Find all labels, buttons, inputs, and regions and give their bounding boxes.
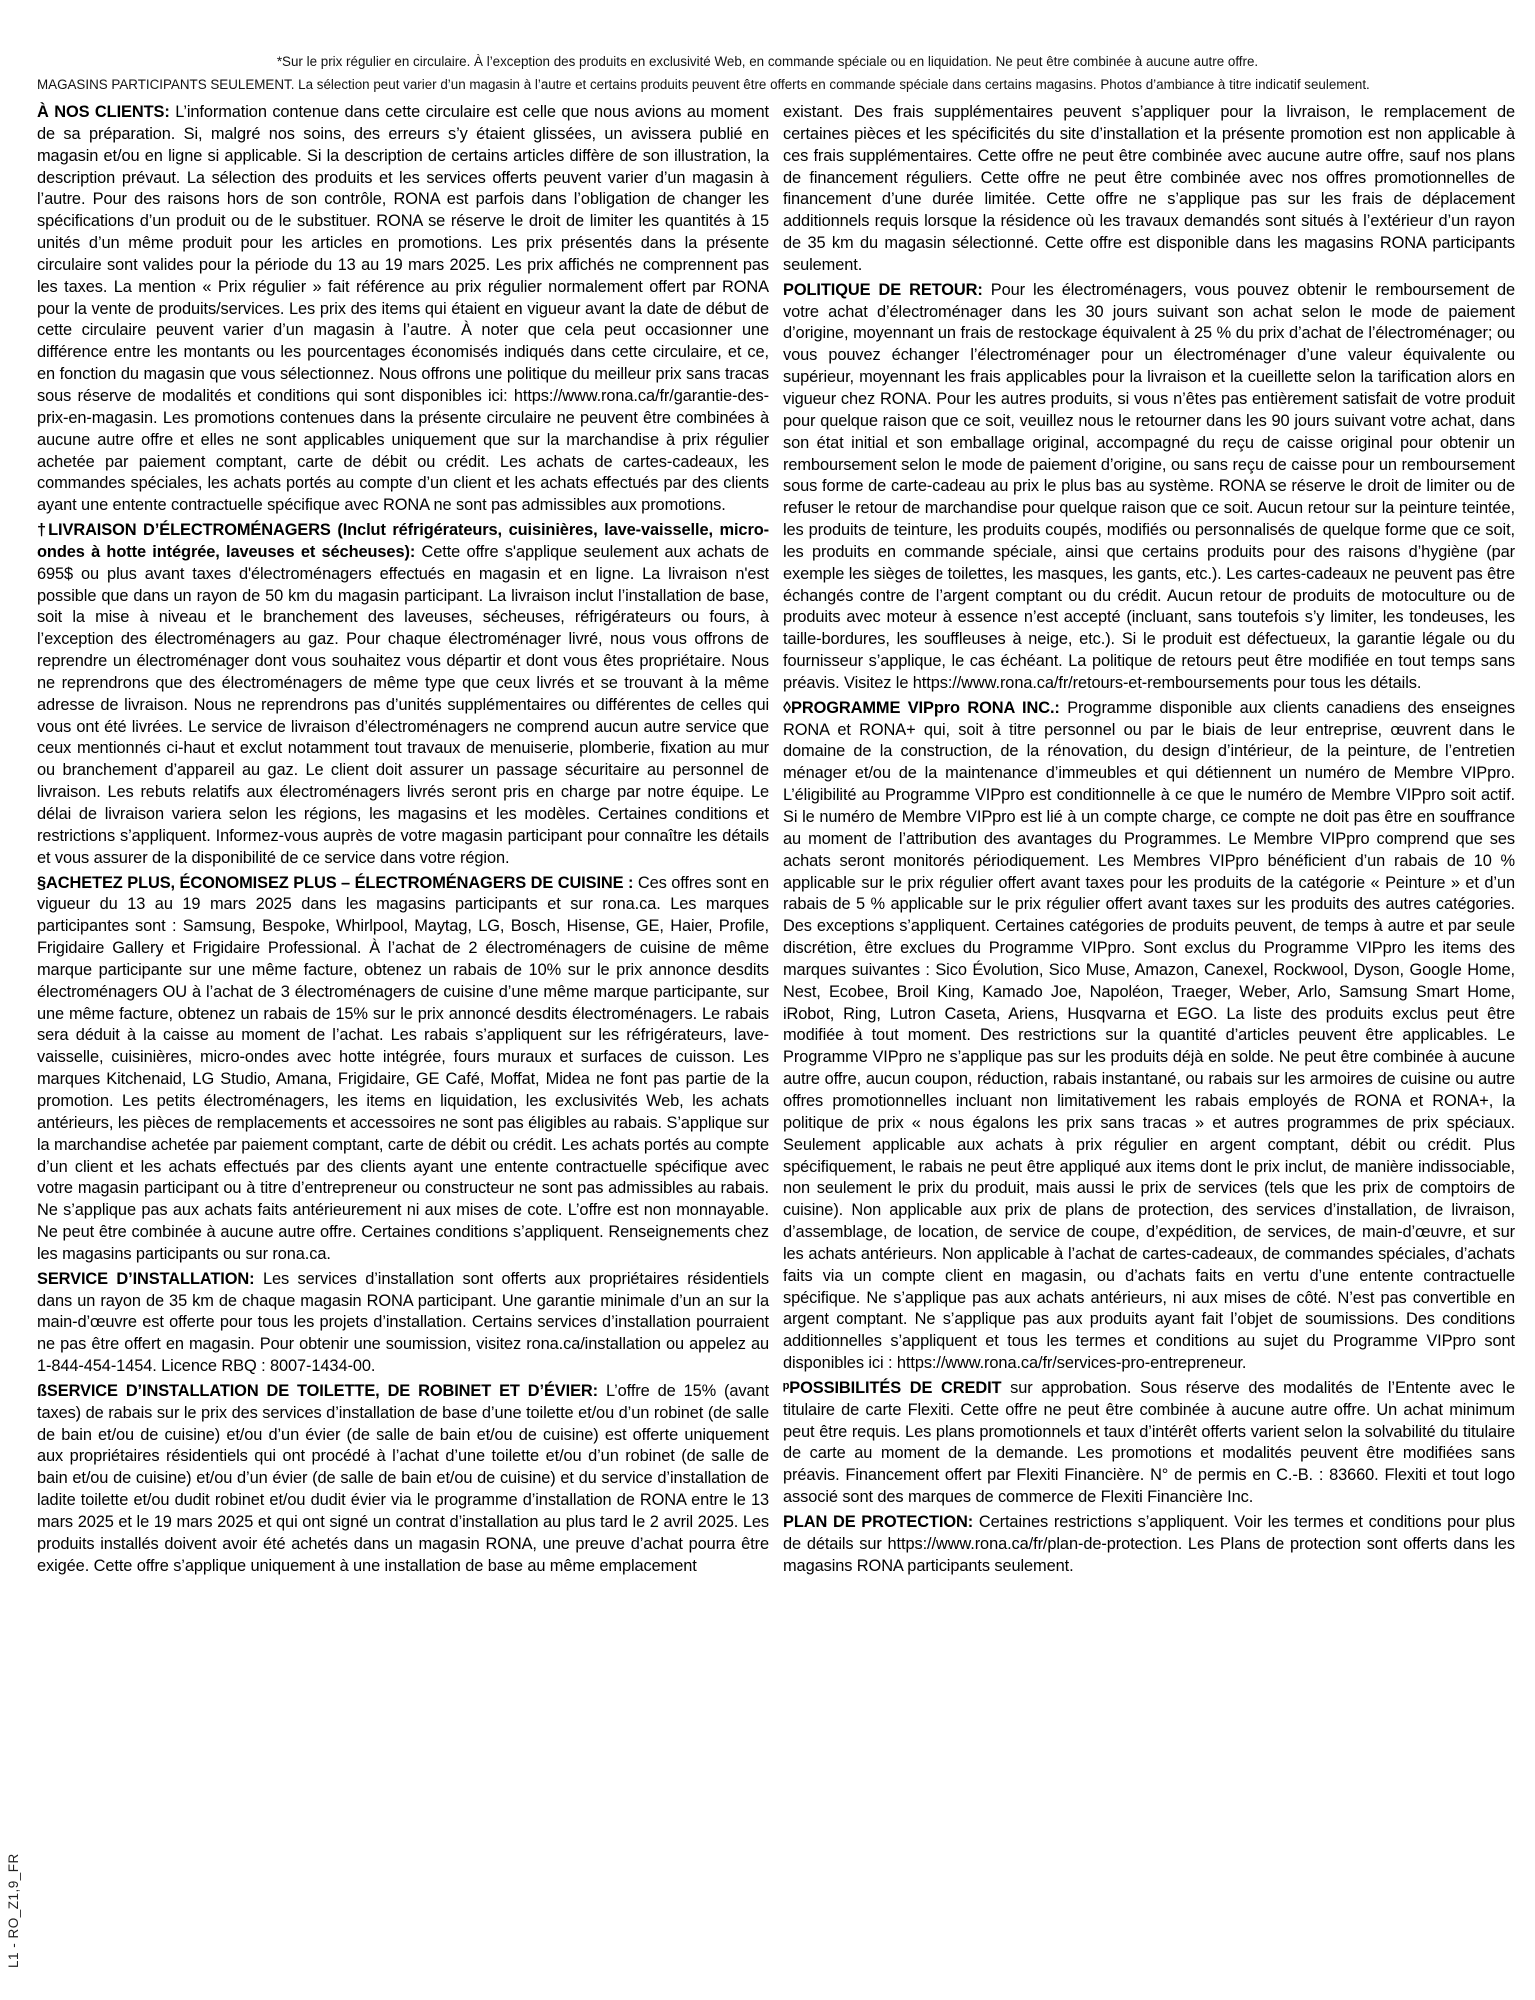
paragraph-body: sur approbation. Sous réserve des modalités de l’Entente avec le titulaire de carte Flexiti. Cette offre ne peut être combinée à aucune autre offre. Un achat minimum peut être requis. Les plans promotionnels et taux d’intérêt offerts varient selon la solvabilité du titulaire de carte au moment de la demande. Les promotions et modalités peuvent être modifiées sans préavis. Financement offert par Flexiti Financière. N° de permis en C.-B. : 83660. Flexiti et tout logo associé sont des marques de commerce de Flexiti Financière Inc. (783, 1378, 1515, 1507)
paragraph-possibilites-de-credit (783, 1378, 1515, 1509)
paragraph-heading: ᵖPOSSIBILITÉS DE CREDIT (783, 1378, 1011, 1397)
paragraph-livraison-electromenagers (37, 520, 769, 870)
right-column (783, 102, 1515, 1581)
paragraph-body: Cette offre s'applique seulement aux achats de 695$ ou plus avant taxes d'électroménagers effectués en magasin et en ligne. La livraison n'est possible que dans un rayon de 50 km du magasin participant. La livraison inclut l’installation de base, soit la mise à niveau et le branchement des laveuses, sécheuses, réfrigérateurs ou fours, à l’exception des électroménagers au gaz. Pour chaque électroménager livré, nous vous offrons de reprendre un électroménager dont vous souhaitez vous départir et dont vous êtes propriétaire. Nous ne reprendrons que des électroménagers de même type que ceux livrés et se trouvant à la même adresse de livraison. Nous ne reprendrons pas d’unités supplémentaires ou différentes de celles qui vous ont été livrées. Le service de livraison d’électroménagers ne comprend aucun autre service que ceux mentionnés ci-haut et exclut notamment tout travaux de menuiserie, plomberie, fixation au mur ou branchement d’appareil au gaz. Le client doit assurer un passage sécuritaire au personnel de livraison. Les rebuts relatifs aux électroménagers livrés seront pris en charge par notre équipe. Le délai de livraison variera selon les régions, les magasins et les modèles. Certaines conditions et restrictions s’appliquent. Informez-vous auprès de votre magasin participant pour connaître les détails et vous assurer de la disponibilité de ce service dans votre région. (37, 542, 769, 867)
paragraph-body: Programme disponible aux clients canadiens des enseignes RONA et RONA+ qui, soit à titre personnel ou par le biais de leur entreprise, œuvrent dans le domaine de la construction, de la rénovation, du design d’intérieur, de la peinture, de l’entretien ménager et/ou de la maintenance d’immeubles et qui détiennent un numéro de Membre VIPpro. L’éligibilité au Programme VIPpro est conditionnelle à ce que le numéro de Membre VIPpro soit actif. Si le numéro de Membre VIPpro est lié à un compte charge, ce compte ne doit pas être en souffrance au moment de l’attribution des avantages du Programmes. Le Membre VIPpro comprend que ses achats seront monitorés périodiquement. Les Membres VIPpro bénéficient d’un rabais de 10 % applicable sur le prix régulier offert avant taxes pour les produits de la catégorie « Peinture » et d’un rabais de 5 % applicable sur le prix régulier offert avant taxes sur les produits des autres catégories. Des exceptions s’appliquent. Certaines catégories de produits peuvent, de temps à autre et par seule discrétion, être exclues du Programme VIPpro. Sont exclus du Programme VIPpro les items des marques suivantes : Sico Évolution, Sico Muse, Amazon, Canexel, Rockwool, Dyson, Google Home, Nest, Ecobee, Broil King, Kamado Joe, Napoléon, Traeger, Weber, Arlo, Samsung Smart Home, iRobot, Ring, Lutron Caseta, Ariens, Husqvarna et EGO. La liste des produits exclus peut être modifiée à tout moment. Des restrictions sur la quantité d’articles peuvent être applicables. Le Programme VIPpro ne s’applique pas sur les produits déjà en solde. Ne peut être combinée à aucune autre offre, aucun coupon, réduction, rabais instantané, ou rabais sur les armoires de cuisine ou autre offres promotionnelles incluant non limitativement les rabais employés de RONA et RONA+, la politique de prix « nous égalons les prix sans tracas » et autres programmes de prix spéciaux. Seulement applicable aux achats à prix régulier en argent comptant, débit ou crédit. Plus spécifiquement, le rabais ne peut être appliqué aux items dont le prix inclut, de manière indissociable, non seulement le prix du produit, mais aussi le prix de services (tels que les prix de comptoirs de cuisine). Non applicable aux prix de plans de protection, des services d’installation, de livraison, d’assemblage, de location, de service de coupe, d’expédition, de services, de main-d’œuvre, et sur les achats antérieurs. Non applicable à l’achat de cartes-cadeaux, de commandes spéciales, d’achats faits via un compte client en magasin, ou d’achats faits en vertu d’une entente contractuelle spécifique. Ne s’applique pas aux achats antérieurs, ni aux mises de côté. N’est pas convertible en argent comptant. Ne s’applique pas aux produits ayant fait l’objet de soumissions. Des conditions additionnelles s’appliquent et tous les termes et conditions au sujet du Programme VIPpro sont disponibles ici : https://www.rona.ca/fr/services-pro-entrepreneur. (783, 698, 1515, 1373)
paragraph-heading: ßSERVICE D’INSTALLATION DE TOILETTE, DE ROBINET ET D’ÉVIER: (37, 1381, 606, 1400)
paragraph-body: Pour les électroménagers, vous pouvez obtenir le remboursement de votre achat d’électroménager dans les 30 jours suivant son achat selon le mode de paiement d’origine, moyennant un frais de restockage équivalent à 25 % du prix d’achat de l’électroménager; ou vous pouvez échanger l’électroménager pour un électroménager d’une valeur équivalente ou supérieur, moyennant les frais applicables pour la livraison et la cueillette selon la tarification alors en vigueur chez RONA. Pour les autres produits, si vous n’êtes pas entièrement satisfait de votre produit pour quelque raison que ce soit, veuillez nous le retourner dans les 90 jours suivant votre achat, dans son état initial et son emballage original, accompagné du reçu de caisse original pour obtenir un remboursement selon le mode de paiement d’origine, ou sans reçu de caisse pour un remboursement sous forme de carte-cadeau au prix le plus bas au système. RONA se réserve le droit de limiter ou de refuser le retour de marchandise pour quelque raison que ce soit. Aucun retour sur la peinture teintée, les produits de teinture, les produits coupés, modifiés ou personnalisés de quelque forme que ce soit, les produits en commande spéciale, ainsi que certains produits pour des raisons d’hygiène (par exemple les sièges de toilettes, les masques, les gants, etc.). Les cartes-cadeaux ne peuvent pas être échangés contre de l’argent comptant ou du crédit. Aucun retour de produits de motoculture ou de produits avec moteur à essence n’est accepté (incluant, sans toutefois s’y limiter, les tondeuses, les taille-bordures, les souffleuses à neige, etc.). Si le produit est défectueux, la garantie légale ou du fournisseur s’applique, le cas échéant. La politique de retours peut être modifiée en tout temps sans préavis. Visitez le https://www.rona.ca/fr/retours-et-remboursements pour tous les détails. (783, 280, 1515, 692)
paragraph-achetez-plus-economisez-plus (37, 873, 769, 1266)
paragraph-politique-de-retour (783, 280, 1515, 695)
paragraph-service-installation (37, 1269, 769, 1378)
legal-text-columns (0, 93, 1535, 1581)
paragraph-heading: §ACHETEZ PLUS, ÉCONOMISEZ PLUS – ÉLECTROMÉNAGERS DE CUISINE : (37, 873, 638, 892)
paragraph-service-installation-toilette (37, 1381, 769, 1578)
left-column (37, 102, 769, 1581)
paragraph-installation-suite (783, 102, 1515, 277)
top-note-regular-price: *Sur le prix régulier en circulaire. À l’exception des produits en exclusivité Web, en commande spéciale ou en liquidation. Ne peut être combinée à aucune autre offre. (276, 54, 1259, 69)
top-note-participating-stores: MAGASINS PARTICIPANTS SEULEMENT. La sélection peut varier d’un magasin à l’autre et certains produits peuvent être offerts en commande spéciale dans certains magasins. Photos d’ambiance à titre indicatif seulement. (37, 77, 1370, 92)
paragraph-body: L’offre de 15% (avant taxes) de rabais sur le prix des services d’installation de base d’une toilette et/ou d’un robinet (de salle de bain et/ou de cuisine) et/ou d’un évier (de salle de bain et/ou de cuisine) est offerte uniquement aux propriétaires résidentiels qui ont procédé à l’achat d’une toilette et/ou d’un robinet (de salle de bain et/ou de cuisine) et/ou d’un évier (de salle de bain et/ou de cuisine) et du service d’installation de ladite toilette et/ou dudit robinet et/ou dudit évier via le programme d’installation de RONA entre le 13 mars 2025 et le 19 mars 2025 et qui ont signé un contrat d’installation au plus tard le 2 avril 2025. Les produits installés doivent avoir été achetés dans un magasin RONA, une preuve d’achat pourra être exigée. Cette offre s’applique uniquement à une installation de base au même emplacement (37, 1381, 770, 1575)
paragraph-body: Ces offres sont en vigueur du 13 au 19 mars 2025 dans les magasins participants et sur rona.ca. Les marques participantes sont : Samsung, Bespoke, Whirlpool, Maytag, LG, Bosch, Hisense, GE, Haier, Profile, Frigidaire Gallery et Frigidaire Professional. À l’achat de 2 électroménagers de cuisine de même marque participante sur une même facture, obtenez un rabais de 10% sur le prix annonce desdits électroménagers OU à l’achat de 3 électroménagers de cuisine d’une même marque participante, sur une même facture, obtenez un rabais de 15% sur le prix annoncé desdits électroménagers. Le rabais sera déduit à la caisse au moment de l’achat. Les rabais s’appliquent sur les réfrigérateurs, lave-vaisselle, cuisinières, micro-ondes avec hotte intégrée, fours muraux et surfaces de cuisson. Les marques Kitchenaid, LG Studio, Amana, Frigidaire, GE Café, Moffat, Midea ne font pas partie de la promotion. Les petits électroménagers, les items en liquidation, les exclusivités Web, les achats antérieurs, les pièces de remplacements et accessoires ne sont pas éligibles au rabais. S’applique sur la marchandise achetée par paiement comptant, carte de débit ou crédit. Les achats portés au compte d’un client et les achats effectués par des clients ayant une entente contractuelle spécifique avec votre magasin participant ou à titre d’entrepreneur ou constructeur ne sont pas admissibles au rabais. Ne s’applique pas aux achats faits antérieurement ni aux mises de cote. L’offre est non monnayable. Ne peut être combinée à aucune autre offre. Certaines conditions s’appliquent. Renseignements chez les magasins participants ou sur rona.ca. (37, 873, 769, 1263)
paragraph-body: L’information contenue dans cette circulaire est celle que nous avions au moment de sa préparation. Si, malgré nos soins, des erreurs s’y étaient glissées, un avissera publié en magasin et/ou en ligne si applicable. Si la description de certains articles diffère de son illustration, la description prévaut. La sélection des produits et les services offerts peuvent varier d’un magasin à l’autre. Pour des raisons hors de son contrôle, RONA est parfois dans l’obligation de changer les spécifications d’un produit ou de le substituer. RONA se réserve le droit de limiter les quantités à 15 unités d’un même produit pour les articles en promotions. Les prix présentés dans la présente circulaire sont valides pour la période du 13 au 19 mars 2025. Les prix affichés ne comprennent pas les taxes. La mention « Prix régulier » fait référence au prix régulier normalement offert par RONA pour la vente de produits/services. Les prix des items qui étaient en vigueur avant la date de début de cette circulaire peuvent varier d’un magasin à l’autre. À noter que cela peut occasionner une différence entre les montants ou les pourcentages économisés indiqués dans cette circulaire, et ce, en fonction du magasin que vous sélectionnez. Nous offrons une politique du meilleur prix sans tracas sous réserve de modalités et conditions qui sont disponibles ici: https://www.rona.ca/fr/garantie-des-prix-en-magasin. Les promotions contenues dans la présente circulaire ne peuvent être combinées à aucune autre offre et elles ne sont applicables uniquement que sur la marchandise à prix régulier achetée par paiement comptant, carte de débit ou crédit. Les achats de cartes-cadeaux, les commandes spéciales, les achats portés au compte d’un client et les achats effectués par des clients ayant une entente contractuelle spécifique avec RONA ne sont pas admissibles aux promotions. (37, 103, 769, 515)
paragraph-body: Les services d’installation sont offerts aux propriétaires résidentiels dans un rayon de 35 km de chaque magasin RONA participant. Une garantie minimale d’un an sur la main-d’œuvre est offerte pour tous les projets d’installation. Certains services d’installation pourraient ne pas être offert en magasin. Pour obtenir une soumission, visitez rona.ca/installation ou appelez au 1-844-454-1454. Licence RBQ : 8007-1434-00. (37, 1269, 770, 1376)
paragraph-heading: ◊PROGRAMME VIPpro RONA INC.: (783, 698, 1068, 717)
paragraph-plan-de-protection (783, 1512, 1515, 1578)
paragraph-heading: †LIVRAISON D’ÉLECTROMÉNAGERS (Inclut réfrigérateurs, cuisinières, lave-vaisselle, micro-ondes à hotte intégrée, laveuses et sécheuses): (37, 521, 769, 561)
paragraph-heading: PLAN DE PROTECTION: (783, 1513, 979, 1531)
paragraph-a-nos-clients (37, 102, 769, 517)
print-code-vertical: L1 - RO_Z1,9_FR (6, 1853, 21, 1968)
paragraph-programme-vippro (783, 698, 1515, 1375)
paragraph-heading: À NOS CLIENTS: (37, 103, 176, 121)
paragraph-body: Certaines restrictions s’appliquent. Voir les termes et conditions pour plus de détails sur https://www.rona.ca/fr/plan-de-protection. Les Plans de protection sont offerts dans les magasins RONA participants seulement. (783, 1513, 1515, 1575)
paragraph-body: existant. Des frais supplémentaires peuvent s’appliquer pour la livraison, le remplacement de certaines pièces et les spécificités du site d’installation et la présente promotion est non applicable à ces frais supplémentaires. Cette offre ne peut être combinée avec aucune autre offre, sauf nos plans de financement réguliers. Cette offre ne peut être combinée avec nos offres promotionnelles de financement d’une durée limitée. Cette offre ne s’applique pas sur les frais de déplacement additionnels requis lorsque la résidence où les travaux demandés sont situés à l’extérieur d’un rayon de 35 km du magasin sélectionné. Cette offre est disponible dans les magasins RONA participants seulement. (783, 103, 1515, 274)
paragraph-heading: SERVICE D’INSTALLATION: (37, 1269, 263, 1288)
paragraph-heading: POLITIQUE DE RETOUR: (783, 280, 991, 299)
